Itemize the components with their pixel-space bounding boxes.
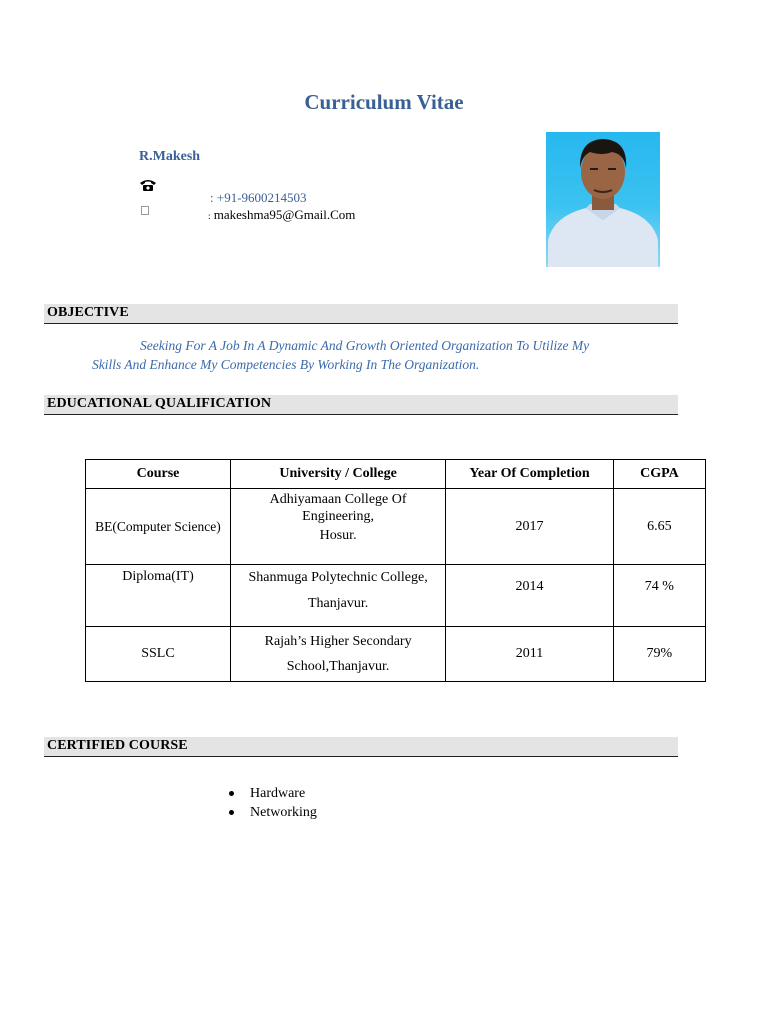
objective-section-header [44,304,678,324]
table-row [86,627,706,682]
cell-course: BE(Computer Science) [86,489,231,565]
cell-year: 2011 [446,627,614,682]
objective-line-1: Seeking For A Job In A Dynamic And Growth Oriented Organization To Utilize My [140,338,590,353]
table-row [86,565,706,627]
cell-cgpa: 6.65 [613,489,705,565]
college-line: Rajah’s Higher Secondary [264,634,412,649]
certified-course-list [228,784,317,822]
cell-college [230,489,445,565]
table-header-row [86,460,706,489]
cell-cgpa: 74 % [613,565,705,627]
list-item: Networking [228,803,317,822]
column-header-year: Year Of Completion [446,460,614,489]
college-line: Thanjavur. [307,596,369,611]
table-row [86,489,706,565]
email-colon: : [208,211,211,221]
cell-cgpa: 79% [613,627,705,682]
cell-college [230,627,445,682]
certified-heading: CERTIFIED COURSE [47,738,188,753]
phone-number: : +91-9600214503 [210,190,307,205]
email-value: makeshma95@Gmail.Com [213,207,356,222]
cell-college [230,565,445,627]
profile-photo [546,132,660,267]
list-item: Hardware [228,784,317,803]
page-title: Curriculum Vitae [304,90,464,114]
education-table [85,459,706,682]
column-header-cgpa: CGPA [613,460,705,489]
education-heading: EDUCATIONAL QUALIFICATION [47,396,272,411]
objective-line-2: Skills And Enhance My Competencies By Working In The Organization. [92,357,480,372]
telephone-icon [139,178,157,192]
cell-year: 2017 [446,489,614,565]
objective-heading: OBJECTIVE [47,305,129,320]
college-line: School,Thanjavur. [286,659,390,674]
college-line: Engineering, [302,509,375,524]
cell-course: Diploma(IT) [86,565,231,627]
mail-icon [141,206,149,215]
college-line: Shanmuga Polytechnic College, [248,570,428,585]
certified-section-header [44,737,678,757]
college-line: Adhiyamaan College Of [269,492,407,507]
email-address [208,207,355,223]
cell-year: 2014 [446,565,614,627]
column-header-course: Course [86,460,231,489]
cell-course: SSLC [86,627,231,682]
profile-photo-figure [546,132,660,267]
candidate-name: R.Makesh [139,149,201,164]
education-section-header [44,395,678,415]
column-header-university: University / College [230,460,445,489]
objective-text [92,336,672,374]
college-line: Hosur. [319,528,357,543]
